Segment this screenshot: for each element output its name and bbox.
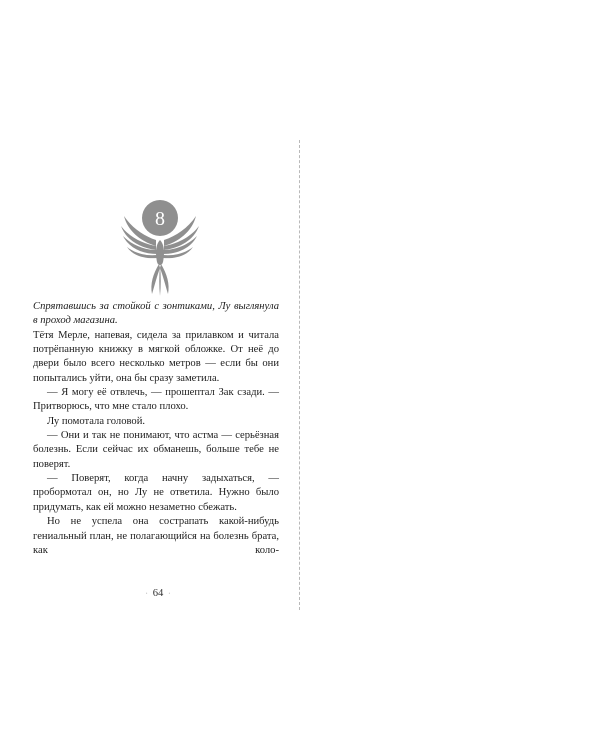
paragraph: Тётя Мерле, напевая, сидела за прилавком и читала потрёпанную книжку в мягкой обложке. От неё до двери было всего несколько метров — если бы они попытались уйти, она бы сразу заметила. <box>33 329 279 384</box>
chapter-number: 8 <box>155 208 165 230</box>
page-number-left <box>108 588 208 599</box>
paragraph: — Поверят, когда начну задыхаться, — пробормотал он, но Лу не ответила. Нужно было придумать, как ей можно незаметно сбежать. <box>33 473 279 513</box>
folio-mark: · <box>145 590 148 597</box>
paragraph: — Они и так не понимают, что астма — серьёзная болезнь. Если сейчас их обманешь, больше тебе не поверят. <box>33 430 279 470</box>
right-page <box>300 0 600 750</box>
paragraph: Но не успела она сострапать какой-нибудь гениальный план, не полагающийся на болезнь брата, как коло- <box>33 516 279 556</box>
paragraph: Спрятавшись за стойкой с зонтиками, Лу выглянула в проход магазина. <box>33 301 279 327</box>
paragraph: — Я могу её отвлечь, — прошептал Зак сзади. — Притворюсь, что мне стало плохо. <box>33 387 279 413</box>
folio-mark: · <box>168 590 171 597</box>
left-page-text <box>33 300 279 558</box>
phoenix-icon <box>120 186 200 298</box>
paragraph: Лу помотала головой. <box>47 415 146 427</box>
page-number: 64 <box>152 588 164 599</box>
chapter-emblem <box>120 186 200 298</box>
